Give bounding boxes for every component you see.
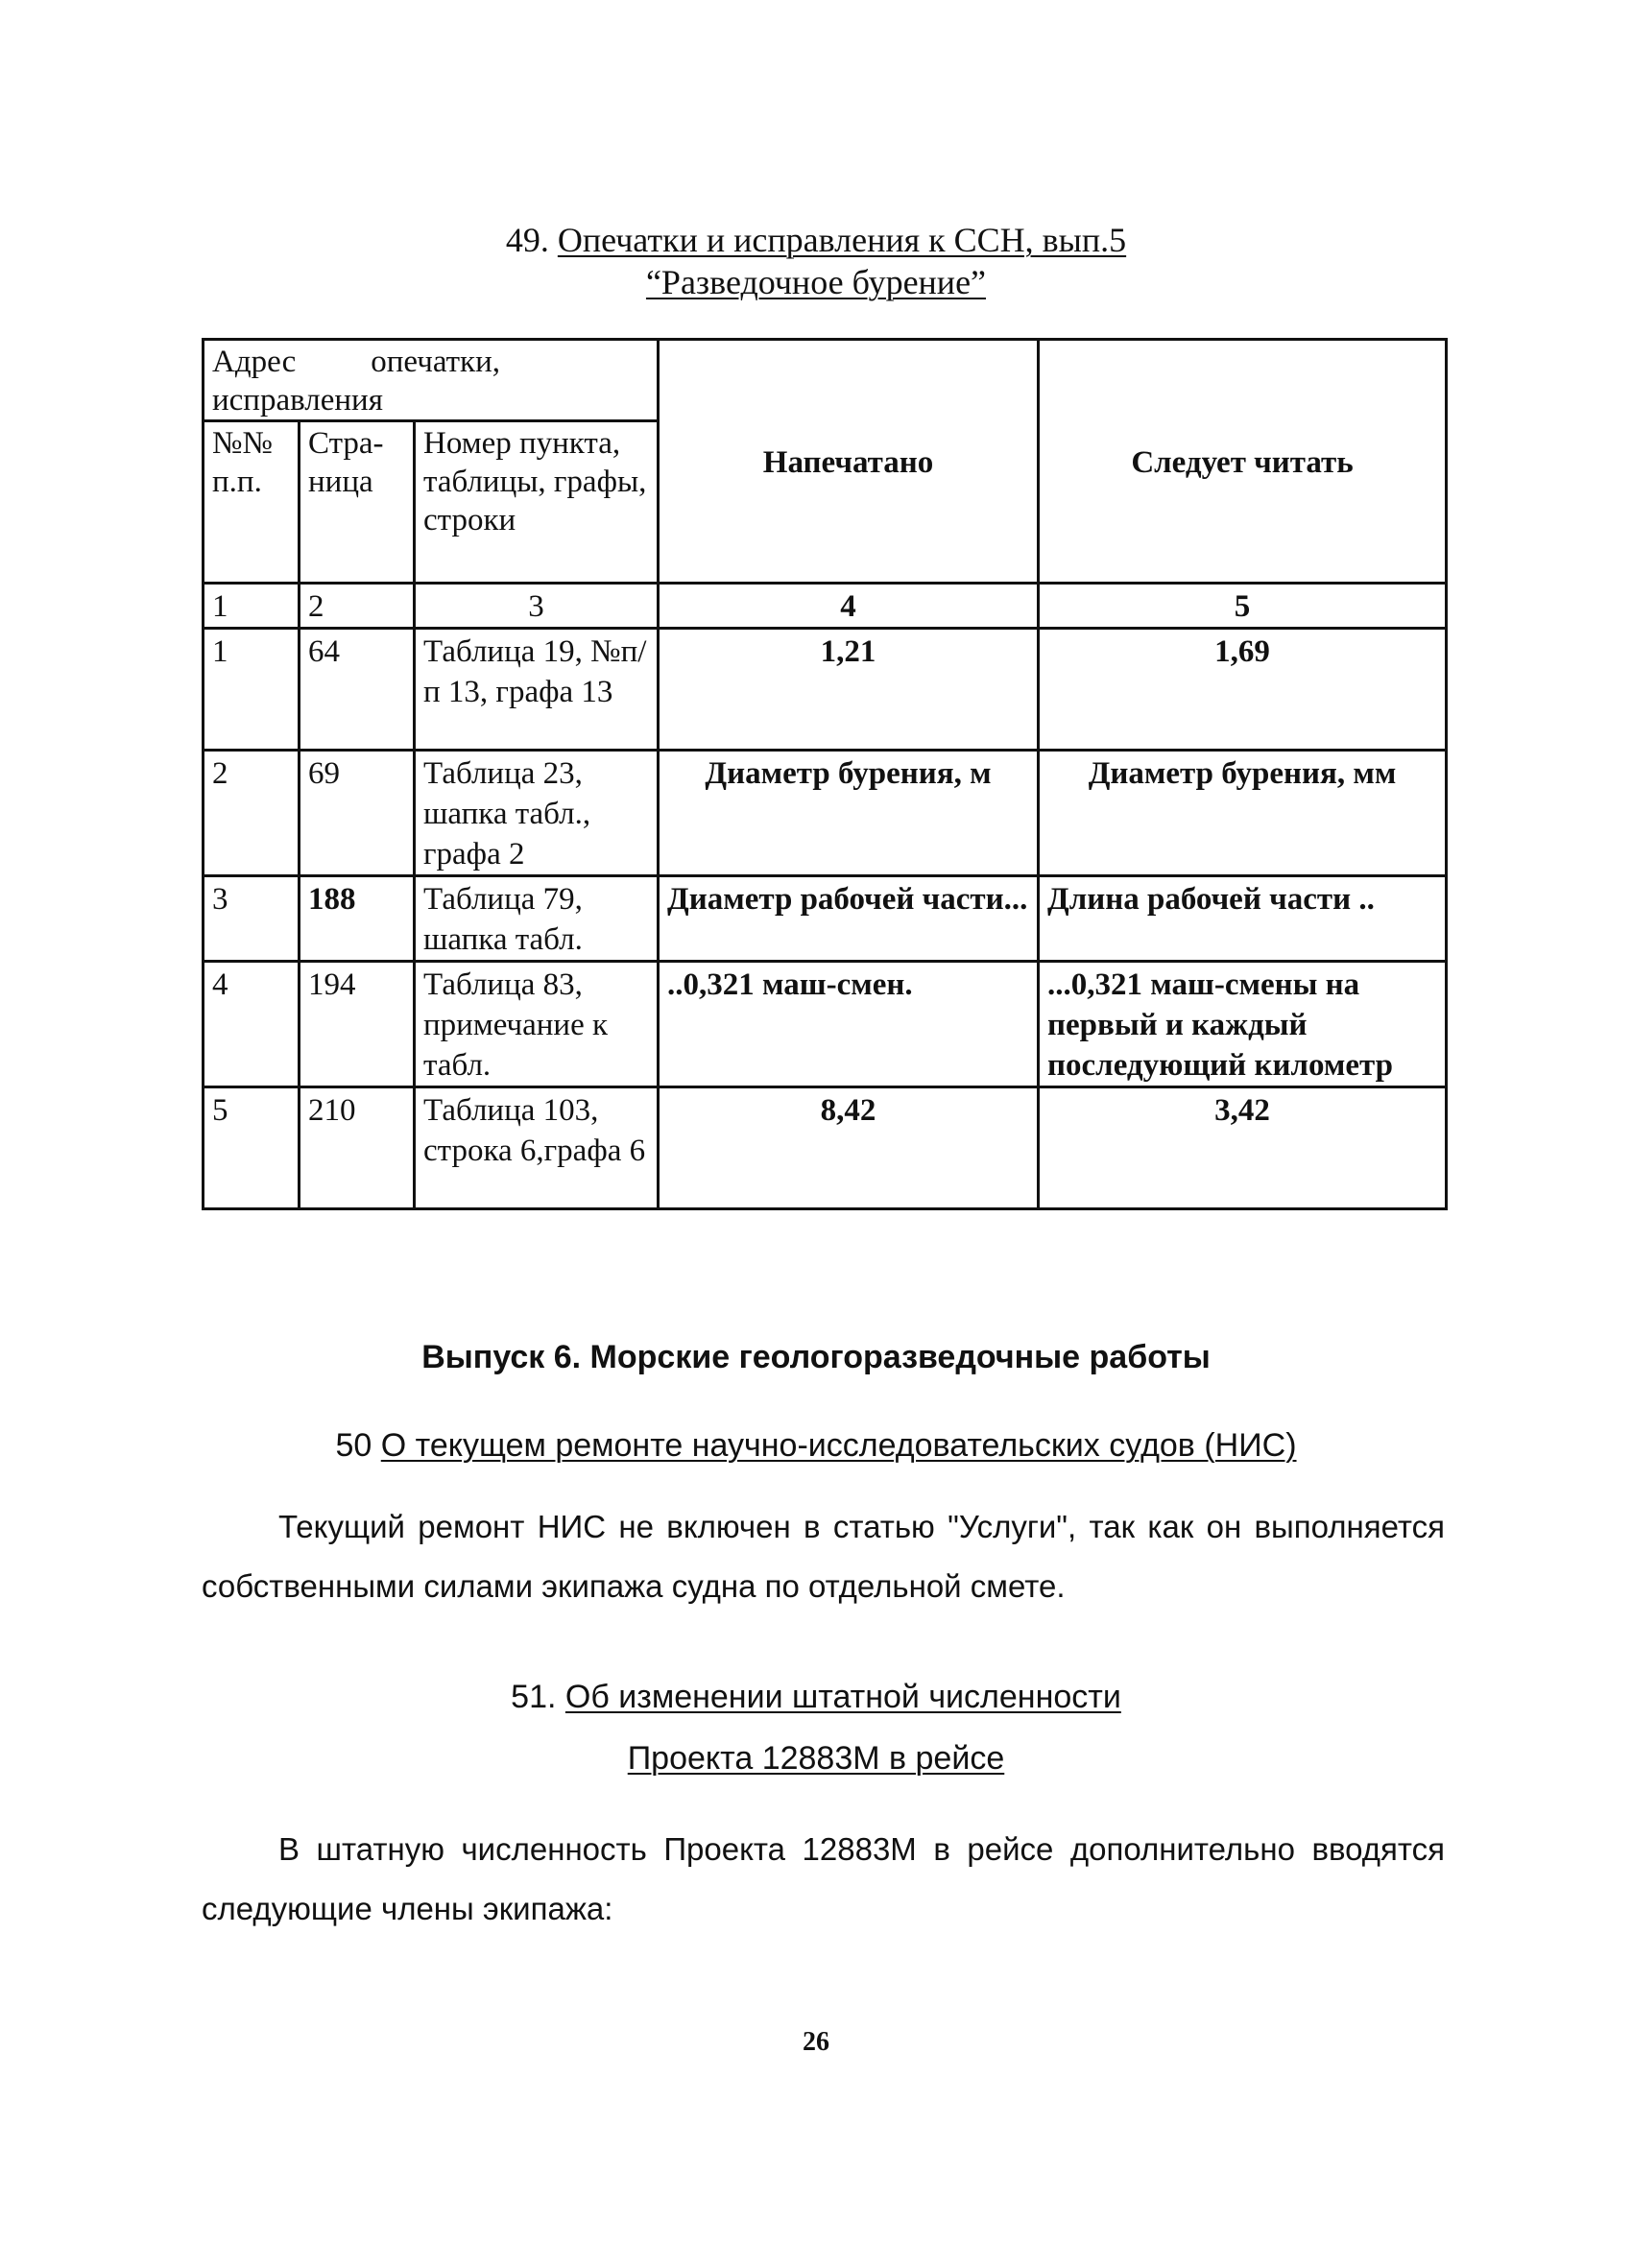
table-row <box>204 629 1447 751</box>
header-printed: Напечатано <box>659 340 1039 584</box>
header-address-group: Адрес опечатки, исправления <box>204 340 659 421</box>
section-49-subtitle <box>0 261 1632 303</box>
row-correct: 1,69 <box>1039 629 1447 751</box>
errata-table <box>202 338 1448 1210</box>
section-50-number: 50 <box>335 1427 372 1464</box>
row-correct: Длина рабочей части .. <box>1039 876 1447 962</box>
row-num: 2 <box>204 751 300 876</box>
section-49-number: 49. <box>505 221 549 259</box>
row-printed: Диаметр бурения, м <box>659 751 1039 876</box>
section-51-subtitle <box>0 1737 1632 1779</box>
header-num: №№ п.п. <box>204 421 300 584</box>
row-num: 4 <box>204 962 300 1087</box>
row-printed: Диаметр рабочей части... <box>659 876 1039 962</box>
numbering-cell: 1 <box>204 584 300 629</box>
table-row <box>204 1087 1447 1209</box>
section-50-title-text: О текущем ремонте научно-исследовательских судов (НИС) <box>380 1427 1297 1464</box>
section-49-title <box>0 219 1632 261</box>
section-51-title-line2: Проекта 12883М в рейсе <box>627 1740 1005 1777</box>
section-50-paragraph: Текущий ремонт НИС не включен в статью "Услуги", так как он выполняется собственными силами экипажа судна по отдельной смете. <box>202 1509 1445 1604</box>
row-num: 3 <box>204 876 300 962</box>
section-49-subtitle-text: “Разведочное бурение” <box>645 263 987 301</box>
header-item: Номер пункта, таблицы, графы, строки <box>415 421 659 584</box>
row-printed: 1,21 <box>659 629 1039 751</box>
row-item: Таблица 79, шапка табл. <box>415 876 659 962</box>
section-51-number: 51. <box>511 1679 557 1715</box>
page-number: 26 <box>803 2027 829 2057</box>
row-printed: ..0,321 маш-смен. <box>659 962 1039 1087</box>
row-printed: 8,42 <box>659 1087 1039 1209</box>
header-correct: Следует читать <box>1039 340 1447 584</box>
numbering-cell: 4 <box>659 584 1039 629</box>
numbering-cell: 2 <box>300 584 415 629</box>
section-51-paragraph: В штатную численность Проекта 12883М в рейсе дополнительно вводятся следующие члены экипажа: <box>202 1831 1445 1926</box>
section-51-title <box>0 1676 1632 1718</box>
section-49-title-text: Опечатки и исправления к ССН, вып.5 <box>557 221 1127 259</box>
table-row <box>204 751 1447 876</box>
row-num: 5 <box>204 1087 300 1209</box>
row-page: 64 <box>300 629 415 751</box>
row-item: Таблица 83, примечание к табл. <box>415 962 659 1087</box>
row-item: Таблица 103, строка 6,графа 6 <box>415 1087 659 1209</box>
issue-6-heading: Выпуск 6. Морские геологоразведочные работы <box>421 1339 1211 1375</box>
section-51-title-line1: Об изменении штатной численности <box>564 1679 1121 1715</box>
row-correct: ...0,321 маш-смены на первый и каждый последующий километр <box>1039 962 1447 1087</box>
table-numbering-row <box>204 584 1447 629</box>
numbering-cell: 3 <box>415 584 659 629</box>
row-page: 69 <box>300 751 415 876</box>
row-page: 188 <box>300 876 415 962</box>
section-50-title <box>0 1424 1632 1467</box>
row-correct: Диаметр бурения, мм <box>1039 751 1447 876</box>
table-row <box>204 876 1447 962</box>
table-header-row-1 <box>204 340 1447 421</box>
row-item: Таблица 19, №п/п 13, графа 13 <box>415 629 659 751</box>
row-page: 210 <box>300 1087 415 1209</box>
row-page: 194 <box>300 962 415 1087</box>
header-page: Стра- ница <box>300 421 415 584</box>
table-row <box>204 962 1447 1087</box>
row-item: Таблица 23, шапка табл., графа 2 <box>415 751 659 876</box>
numbering-cell: 5 <box>1039 584 1447 629</box>
row-num: 1 <box>204 629 300 751</box>
row-correct: 3,42 <box>1039 1087 1447 1209</box>
